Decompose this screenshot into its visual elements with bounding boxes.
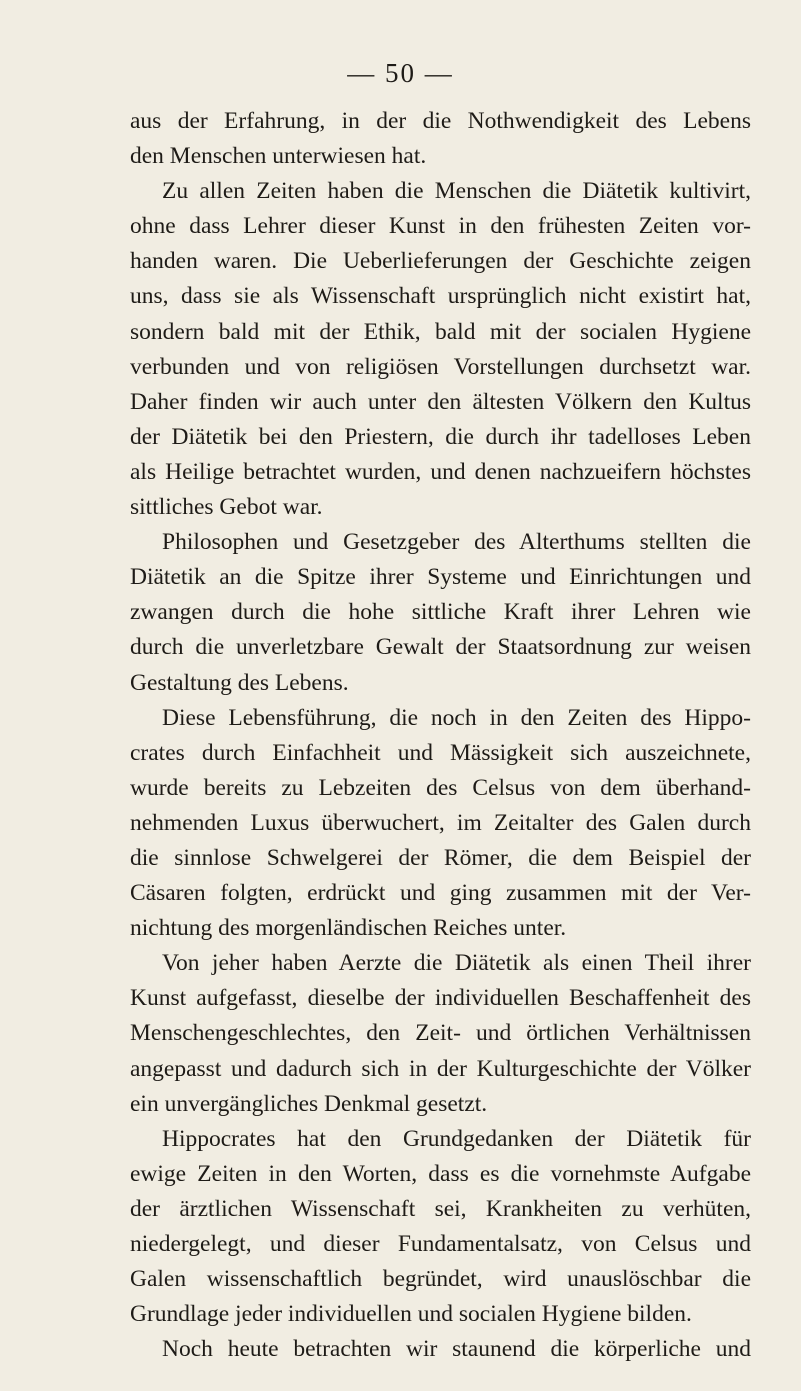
- text-line: Cäsaren folgten, erdrückt und ging zusammen mit der Ver-: [130, 880, 751, 907]
- text-line: nehmenden Luxus überwuchert, im Zeitalter des Galen durch: [130, 809, 751, 836]
- text-line: zwangen durch die hohe sittliche Kraft ihrer Lehren wie: [130, 599, 751, 626]
- text-line: uns, dass sie als Wissenschaft ursprünglich nicht existirt hat,: [130, 283, 751, 310]
- text-line: sondern bald mit der Ethik, bald mit der socialen Hygiene: [130, 318, 751, 345]
- text-line: der Diätetik bei den Priestern, die durch ihr tadelloses Leben: [130, 423, 751, 450]
- text-line: der ärztlichen Wissenschaft sei, Krankheiten zu verhüten,: [130, 1195, 751, 1222]
- text-line: Diese Lebensführung, die noch in den Zeiten des Hippo-: [162, 704, 751, 731]
- text-line: Philosophen und Gesetzgeber des Alterthums stellten die: [162, 529, 751, 556]
- text-line: Menschengeschlechtes, den Zeit- und örtlichen Verhältnissen: [130, 1020, 751, 1047]
- text-line: sittliches Gebot war.: [130, 494, 323, 521]
- text-line: Diätetik an die Spitze ihrer Systeme und Einrichtungen und: [130, 564, 751, 591]
- text-line: Grundlage jeder individuellen und socialen Hygiene bilden.: [130, 1301, 692, 1328]
- text-line: als Heilige betrachtet wurden, und denen nachzueifern höchstes: [130, 458, 751, 485]
- text-line: ein unvergängliches Denkmal gesetzt.: [130, 1090, 488, 1117]
- text-line: Galen wissenschaftlich begründet, wird unauslöschbar die: [130, 1266, 751, 1293]
- text-line: Zu allen Zeiten haben die Menschen die Diätetik kultivirt,: [162, 178, 751, 205]
- page-number: — 50 —: [347, 58, 454, 88]
- text-line: Daher finden wir auch unter den ältesten Völkern den Kultus: [130, 388, 751, 415]
- text-line: verbunden und von religiösen Vorstellungen durchsetzt war.: [130, 353, 751, 380]
- body-text: [130, 104, 751, 1367]
- text-line: niedergelegt, und dieser Fundamentalsatz, von Celsus und: [130, 1231, 751, 1257]
- text-line: Kunst aufgefasst, dieselbe der individuellen Beschaffenheit des: [130, 985, 751, 1012]
- text-line: angepasst und dadurch sich in der Kulturgeschichte der Völker: [130, 1055, 751, 1082]
- text-line: handen waren. Die Ueberlieferungen der Geschichte zeigen: [130, 248, 751, 275]
- text-line: Von jeher haben Aerzte die Diätetik als einen Theil ihrer: [162, 950, 751, 977]
- text-line: Noch heute betrachten wir staunend die körperliche und: [162, 1336, 751, 1363]
- text-line: nichtung des morgenländischen Reiches unter.: [130, 915, 567, 942]
- text-line: aus der Erfahrung, in der die Nothwendigkeit des Lebens: [130, 108, 751, 134]
- text-line: ewige Zeiten in den Worten, dass es die vornehmste Aufgabe: [130, 1160, 751, 1187]
- text-line: durch die unverletzbare Gewalt der Staatsordnung zur weisen: [130, 634, 751, 661]
- text-line: die sinnlose Schwelgerei der Römer, die dem Beispiel der: [130, 844, 751, 871]
- text-line: den Menschen unterwiesen hat.: [130, 143, 427, 170]
- text-line: wurde bereits zu Lebzeiten des Celsus von dem überhand-: [130, 774, 751, 801]
- text-line: crates durch Einfachheit und Mässigkeit sich auszeichnete,: [130, 739, 751, 766]
- text-line: ohne dass Lehrer dieser Kunst in den frühesten Zeiten vor-: [130, 213, 751, 240]
- text-line: Gestaltung des Lebens.: [130, 669, 349, 696]
- text-line: Hippocrates hat den Grundgedanken der Diätetik für: [162, 1125, 751, 1152]
